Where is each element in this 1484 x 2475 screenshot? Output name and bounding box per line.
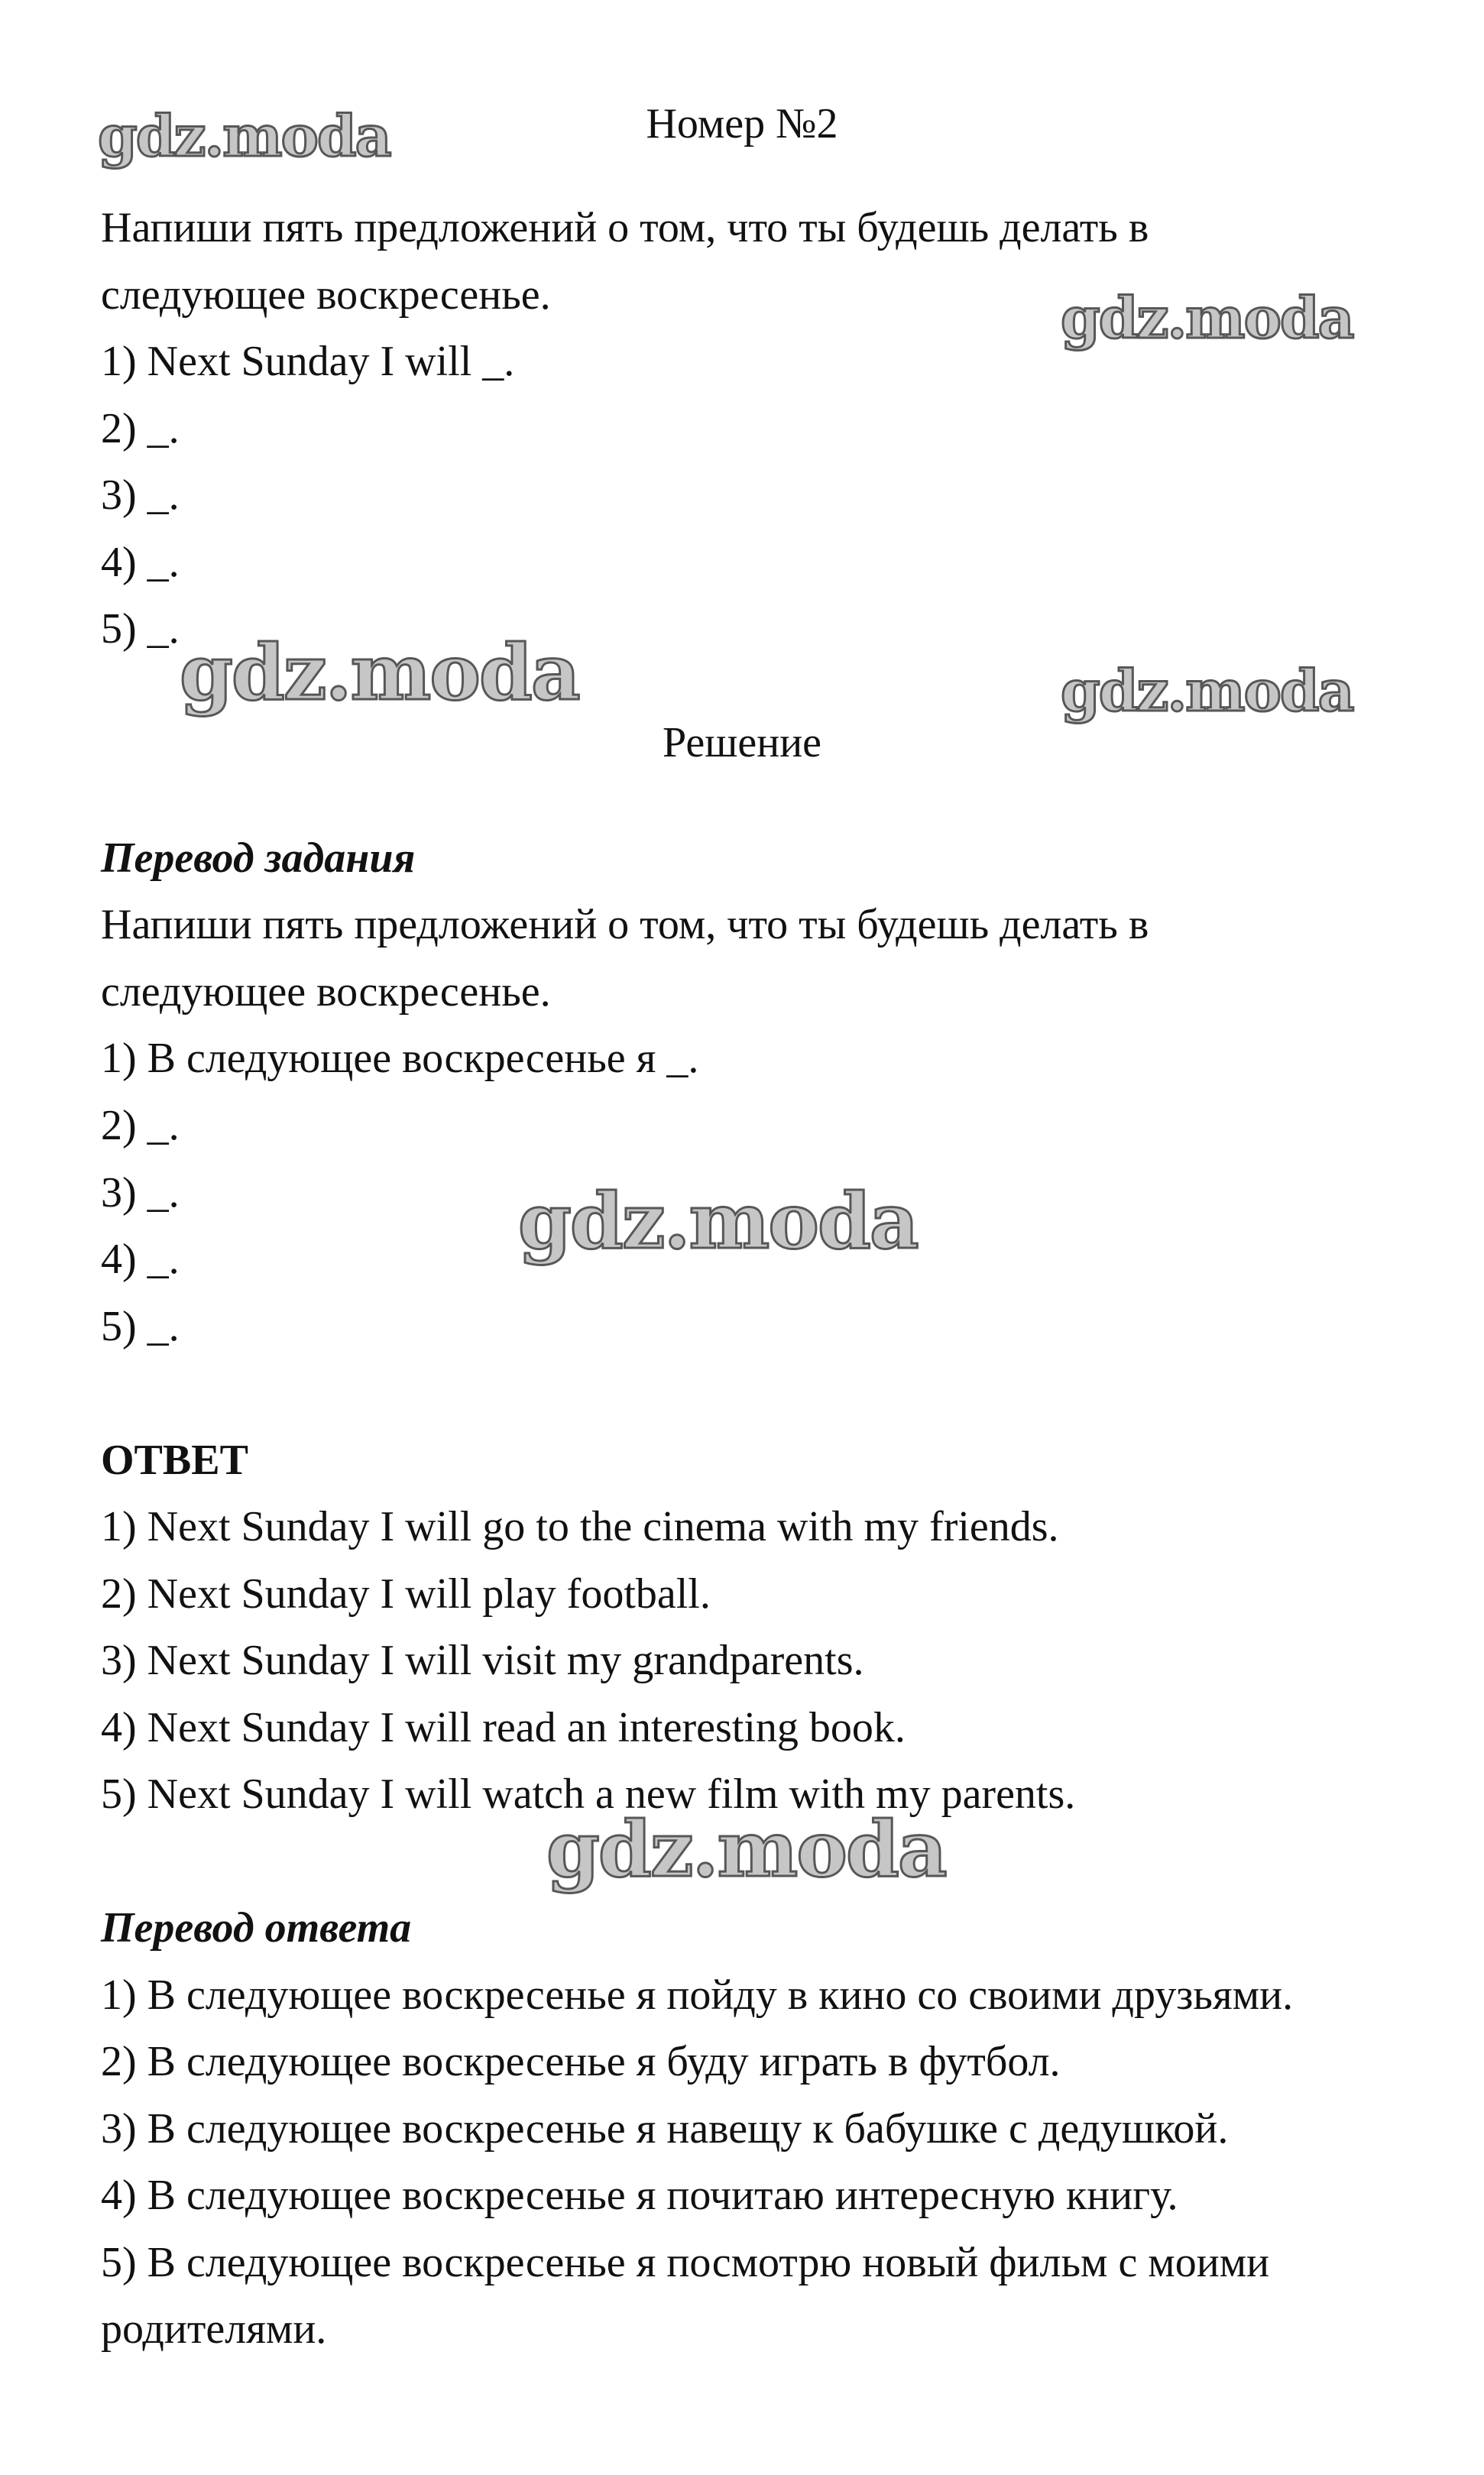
answer-translation-item-continuation: родителями. [101, 2305, 327, 2353]
task-translation-instruction: следующее воскресенье. [101, 968, 551, 1016]
answer-translation-item: 5) В следующее воскресенье я посмотрю новый фильм с моими [101, 2239, 1270, 2286]
answer-item: 1) Next Sunday I will go to the cinema with my friends. [101, 1503, 1059, 1550]
task-translation-item: 4) _. [101, 1236, 180, 1283]
watermark-logo: gdz.moda [546, 1804, 946, 1894]
task-instruction: Напиши пять предложений о том, что ты будешь делать в [101, 204, 1149, 251]
task-item: 2) _. [101, 405, 180, 452]
task-item: 5) _. [101, 605, 180, 653]
answer-translation-item: 3) В следующее воскресенье я навещу к бабушке с дедушкой. [101, 2105, 1229, 2153]
watermark-logo: gdz.moda [180, 627, 579, 718]
answer-item: 3) Next Sunday I will visit my grandparents. [101, 1637, 864, 1684]
watermark-logo: gdz.moda [1061, 659, 1353, 724]
task-translation-item: 5) _. [101, 1303, 180, 1350]
answer-translation-item: 1) В следующее воскресенье я пойду в кино со своими друзьями. [101, 1971, 1294, 2019]
task-translation-item: 2) _. [101, 1102, 180, 1149]
task-item: 4) _. [101, 539, 180, 586]
answer-translation-item: 2) В следующее воскресенье я буду играть в футбол. [101, 2038, 1061, 2085]
answer-translation-heading: Перевод ответа [101, 1904, 412, 1952]
task-instruction: следующее воскресенье. [101, 271, 551, 319]
page-title: Номер №2 [646, 100, 838, 147]
watermark-logo: gdz.moda [1061, 286, 1353, 351]
task-translation-item: 1) В следующее воскресенье я _. [101, 1035, 699, 1082]
task-translation-heading: Перевод задания [101, 834, 416, 882]
task-translation-instruction: Напиши пять предложений о том, что ты будешь делать в [101, 901, 1149, 948]
watermark-logo: gdz.moda [98, 104, 390, 170]
solution-label: Решение [662, 719, 822, 766]
task-item: 3) _. [101, 471, 180, 519]
answer-translation-item: 4) В следующее воскресенье я почитаю интересную книгу. [101, 2172, 1178, 2219]
answer-item: 5) Next Sunday I will watch a new film with my parents. [101, 1770, 1076, 1818]
task-translation-item: 3) _. [101, 1169, 180, 1216]
answer-item: 4) Next Sunday I will read an interesting book. [101, 1704, 906, 1751]
task-item: 1) Next Sunday I will _. [101, 338, 515, 385]
answer-heading: ОТВЕТ [101, 1437, 248, 1484]
watermark-logo: gdz.moda [518, 1176, 918, 1266]
answer-item: 2) Next Sunday I will play football. [101, 1570, 711, 1618]
